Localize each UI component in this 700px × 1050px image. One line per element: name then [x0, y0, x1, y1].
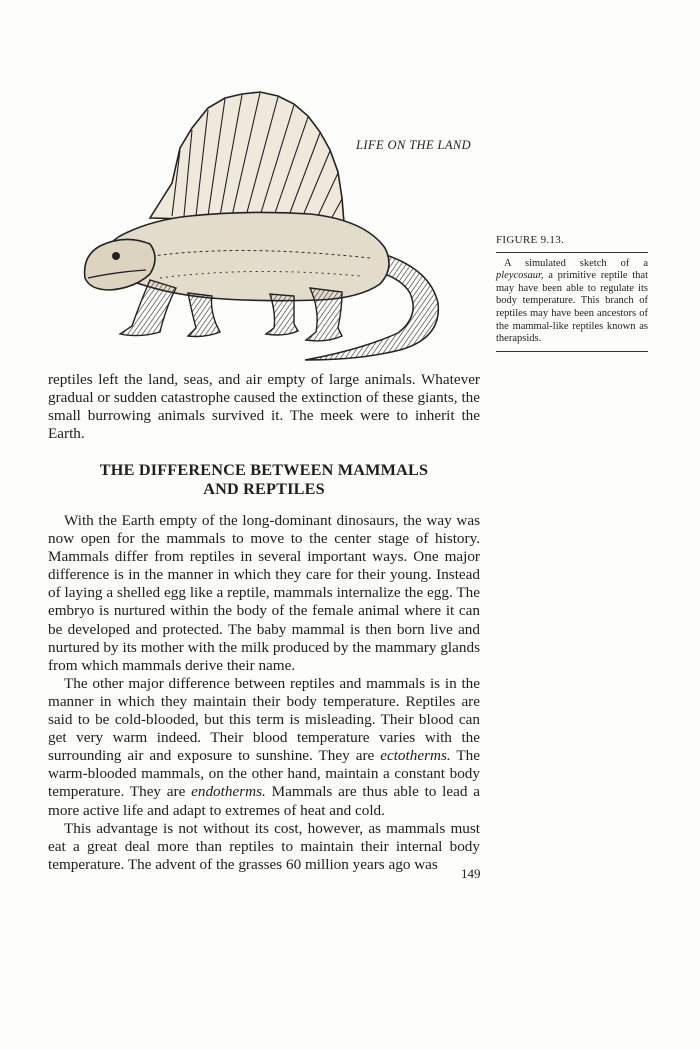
section-heading: [48, 461, 480, 498]
paragraph-1: With the Earth empty of the long-dominant dinosaurs, the way was now open for the mammals to move to the center stage of history. Mammals differ from reptiles in several important ways. One major difference is in the manner in which they care for their young. Instead of laying a shelled egg like a reptile, mammals internalize the egg. The embryo is nurtured within the body of the female animal where it can be developed and protected. The baby mammal is then born live and nurtured by its mother with the milk produced by the mammary glands from which mammals derive their name.: [48, 512, 480, 674]
caption-text: [496, 253, 648, 352]
heading-line-1: THE DIFFERENCE BETWEEN MAMMALS: [99, 461, 429, 479]
caption-intro: A simulated sketch of a: [504, 257, 648, 269]
figure-caption: [496, 234, 648, 352]
paragraph-3: This advantage is not without its cost, however, as mammals must eat a great deal more than reptiles to maintain their internal body temperature. The advent of the grasses 60 million years ago was: [48, 819, 480, 873]
paragraph-2-part-1: The other major difference between reptiles and mammals is in the manner in which they maintain their body temperature. Reptiles are said to be cold-blooded, but this term is misleading. Their blood can get very warm indeed. Their blood temperature varies with the surrounding air and exposure to sunshine. They are: [48, 674, 480, 765]
paragraph-2-part-3: Mammals are thus able to lead a more active life and adapt to extremes of heat and cold.: [48, 783, 480, 819]
running-head: LIFE ON THE LAND: [356, 138, 472, 152]
continued-paragraph: [48, 371, 480, 443]
dimetrodon-illustration: [80, 88, 450, 364]
paragraph-2-part-2: The warm-blooded mammals, on the other hand, maintain a constant body temperature. They are: [48, 747, 480, 801]
term-endotherms: endotherms.: [191, 783, 266, 801]
page-number: 149: [461, 866, 481, 881]
caption-species: pleycosaur,: [496, 270, 544, 282]
paragraph-continued: reptiles left the land, seas, and air empty of large animals. Whatever gradual or sudden catastrophe caused the extinction of these giants, the small burrowing animals survived it. The meek were to inherit the Earth.: [48, 371, 480, 443]
section-body: [48, 512, 480, 874]
paragraph-2: [48, 675, 480, 820]
caption-rest: a primitive reptile that may have been able to regulate its body temperature. This branch of reptiles may have been ancestors of the mammal-like reptiles known as therapsids.: [496, 270, 648, 345]
heading-line-2: AND REPTILES: [203, 479, 325, 498]
figure-label: FIGURE 9.13.: [496, 234, 648, 253]
term-ectotherms: ectotherms.: [380, 747, 451, 765]
